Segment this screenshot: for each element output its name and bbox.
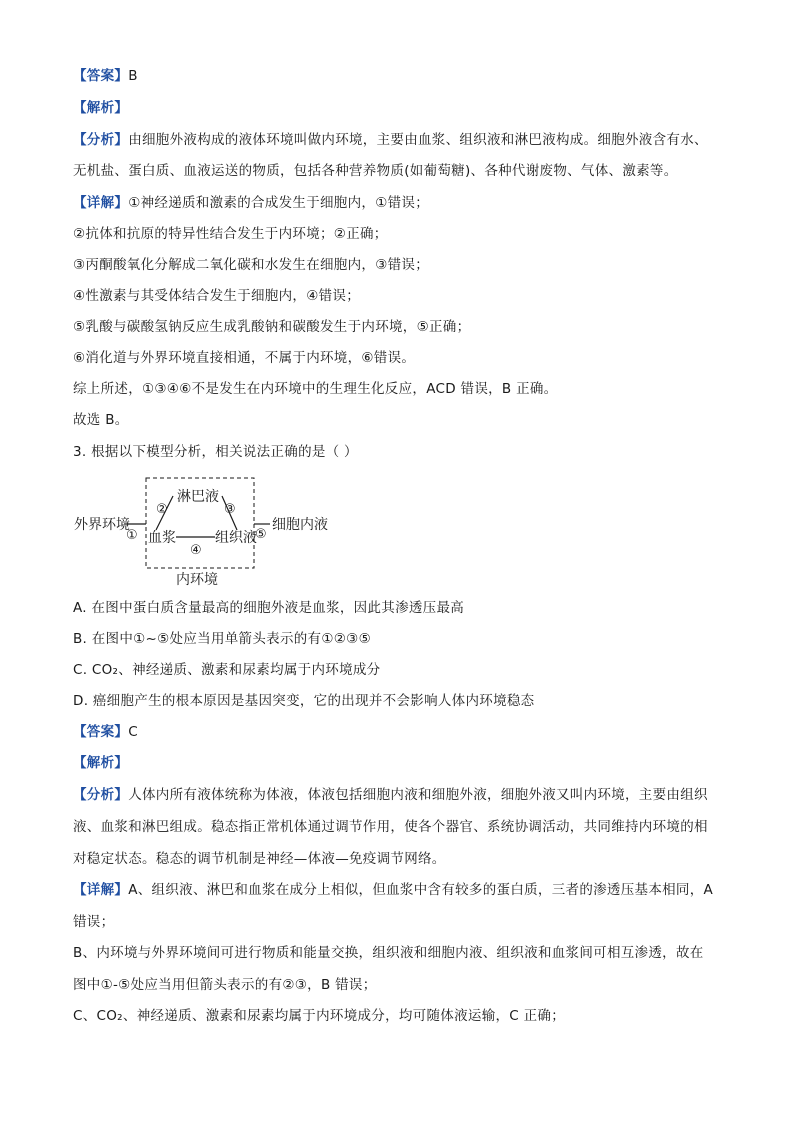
option-d: D. 癌细胞产生的根本原因是基因突变，它的出现并不会影响人体内环境稳态: [73, 693, 535, 709]
xiangjie2-line-5: C、CO₂、神经递质、激素和尿素均属于内环境成分，均可随体液运输，C 正确；: [73, 1008, 566, 1024]
xiangjie-line-5: ⑤乳酸与碳酸氢钠反应生成乳酸钠和碳酸发生于内环境，⑤正确；: [73, 319, 471, 335]
answer-tag: 【答案】: [73, 724, 129, 740]
fenxi-line-2: 无机盐、蛋白质、血液运送的物质，包括各种营养物质(如葡萄糖)、各种代谢废物、气体、激素等。: [73, 163, 678, 179]
option-c: C. CO₂、神经递质、激素和尿素均属于内环境成分: [73, 662, 381, 678]
option-b: B. 在图中①~⑤处应当用单箭头表示的有①②③⑤: [73, 631, 371, 647]
tissue-fluid-label: 组织液: [215, 530, 257, 546]
internal-environment-diagram: [70, 470, 360, 590]
marker-5: ⑤: [255, 527, 267, 542]
fenxi2-line-3: 对稳定状态。稳态的调节机制是神经—体液—免疫调节网络。: [73, 851, 446, 867]
fenxi2-line-2: 液、血浆和淋巴组成。稳态指正常机体通过调节作用，使各个器官、系统协调活动，共同维持内环境的相: [73, 819, 708, 835]
xiangjie2-line-4: 图中①-⑤处应当用但箭头表示的有②③，B 错误；: [73, 977, 377, 993]
fenxi2-line-1: [73, 785, 733, 805]
xiangjie2-line-2: 错误；: [73, 914, 115, 930]
xiangjie-text: A、组织液、淋巴和血浆在成分上相似，但血浆中含有较多的蛋白质，三者的渗透压基本相同，A: [128, 882, 714, 898]
marker-2: ②: [156, 502, 168, 517]
analysis-heading-1: [73, 98, 733, 118]
xiangjie-line-3: ③丙酮酸氧化分解成二氧化碳和水发生在细胞内，③错误；: [73, 257, 430, 273]
answer-line-1: [73, 66, 733, 86]
fenxi-text: 由细胞外液构成的液体环境叫做内环境，主要由血浆、组织液和淋巴液构成。细胞外液含有水、: [128, 132, 708, 148]
xiangjie2-line-1: [73, 880, 733, 900]
answer-value: B: [128, 68, 138, 84]
answer-value: C: [128, 724, 138, 740]
question-3-stem: 3. 根据以下模型分析，相关说法正确的是（ ）: [73, 444, 358, 460]
plasma-label: 血浆: [148, 530, 176, 546]
fenxi-tag: 【分析】: [73, 787, 129, 803]
marker-1: ①: [126, 528, 138, 543]
xiangjie2-line-3: B、内环境与外界环境间可进行物质和能量交换，组织液和细胞内液、组织液和血浆间可相互渗透，故在: [73, 945, 704, 961]
analysis-tag: 【解析】: [73, 100, 129, 116]
analysis-tag: 【解析】: [73, 755, 129, 771]
answer-line-2: [73, 722, 733, 742]
xiangjie-line-8: 故选 B。: [73, 412, 129, 428]
outside-env-label: 外界环境: [74, 517, 130, 533]
marker-4: ④: [190, 543, 202, 558]
answer-tag: 【答案】: [73, 68, 129, 84]
lymph-label: 淋巴液: [177, 489, 219, 505]
fenxi-line-1: [73, 130, 733, 150]
xiangjie-line-1: [73, 193, 733, 213]
fenxi-tag: 【分析】: [73, 132, 129, 148]
xiangjie-text: ①神经递质和激素的合成发生于细胞内，①错误；: [128, 195, 430, 211]
xiangjie-tag: 【详解】: [73, 195, 129, 211]
xiangjie-line-4: ④性激素与其受体结合发生于细胞内，④错误；: [73, 288, 361, 304]
xiangjie-line-6: ⑥消化道与外界环境直接相通，不属于内环境，⑥错误。: [73, 350, 416, 366]
analysis-heading-2: [73, 753, 733, 773]
intracellular-label: 细胞内液: [272, 517, 328, 533]
internal-env-label: 内环境: [176, 572, 218, 588]
option-a: A. 在图中蛋白质含量最高的细胞外液是血浆，因此其渗透压最高: [73, 600, 465, 616]
marker-3: ③: [224, 502, 236, 517]
xiangjie-tag: 【详解】: [73, 882, 129, 898]
xiangjie-line-7: 综上所述，①③④⑥不是发生在内环境中的生理生化反应，ACD 错误，B 正确。: [73, 381, 558, 397]
fenxi-text: 人体内所有液体统称为体液，体液包括细胞内液和细胞外液，细胞外液又叫内环境，主要由组织: [128, 787, 708, 803]
xiangjie-line-2: ②抗体和抗原的特异性结合发生于内环境；②正确；: [73, 226, 388, 242]
